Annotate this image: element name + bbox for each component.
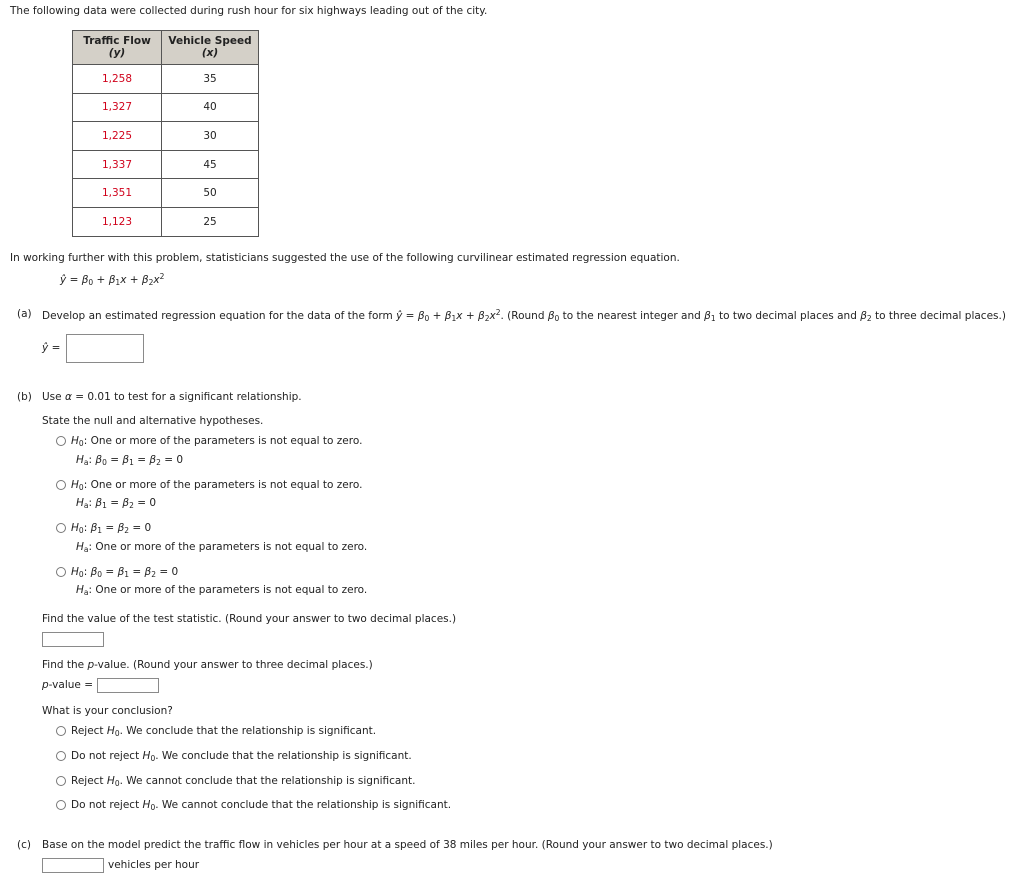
intro-text: The following data were collected during rush hour for six highways leading out of the city. — [10, 5, 488, 17]
regression-equation: ŷ = $\beta_0 + \beta_1x + \beta_2x^2$ — [60, 272, 165, 287]
hypothesis-option-4-ha: $H_a$: One or more of the parameters is not equal to zero. — [76, 584, 368, 597]
alpha-instruction: Use α = 0.01 to test for a significant relationship. — [42, 391, 302, 403]
conclusion-option-3-radio[interactable] — [56, 776, 66, 786]
conclusion-option-2-label: Do not reject $H_0$. We conclude that the relationship is significant. — [71, 750, 412, 763]
part-c-question: Base on the model predict the traffic flow in vehicles per hour at a speed of 38 miles per hour. (Round your answer to two decimal places.) — [42, 839, 773, 851]
yhat-label: ŷ = — [42, 342, 61, 354]
table-row: 1,351 50 — [73, 179, 259, 208]
hypothesis-option-1-ha: $H_a$: $\beta_0 = \beta_1 = \beta_2 = 0$ — [76, 454, 184, 467]
conclusion-prompt: What is your conclusion? — [42, 705, 173, 717]
conclusion-option-4-label: Do not reject $H_0$. We cannot conclude that the relationship is significant. — [71, 799, 452, 812]
table-row: 1,258 35 — [73, 65, 259, 94]
test-statistic-input[interactable] — [42, 632, 104, 647]
part-a-question: Develop an estimated regression equation for the data of the form ŷ = $\beta_0 + \beta_1x + \beta_2x^2$. (Round $\beta_0$ to the nearest integer and $\beta_1$ to two decimal places and $\beta_2$ to three decimal places.) — [42, 308, 1006, 323]
p-value-input[interactable] — [97, 678, 159, 693]
hypothesis-option-2-h0: $H_0$: One or more of the parameters is not equal to zero. — [71, 479, 363, 492]
hypothesis-option-4-h0: $H_0$: $\beta_0 = \beta_1 = \beta_2 = 0$ — [71, 566, 179, 579]
hypothesis-option-1-radio[interactable] — [56, 436, 66, 446]
conclusion-option-1-label: Reject $H_0$. We conclude that the relationship is significant. — [71, 725, 377, 738]
conclusion-option-2-radio[interactable] — [56, 751, 66, 761]
hypothesis-option-3-ha: $H_a$: One or more of the parameters is not equal to zero. — [76, 541, 368, 554]
hypothesis-option-2-ha: $H_a$: $\beta_1 = \beta_2 = 0$ — [76, 497, 157, 510]
part-a-label: (a) — [17, 308, 32, 320]
hypothesis-option-4-radio[interactable] — [56, 567, 66, 577]
traffic-flow-prediction-input[interactable] — [42, 858, 104, 873]
part-b-label: (b) — [17, 391, 32, 403]
table-row: 1,123 25 — [73, 207, 259, 236]
part-c-label: (c) — [17, 839, 31, 851]
hypothesis-option-2-radio[interactable] — [56, 480, 66, 490]
test-statistic-prompt: Find the value of the test statistic. (Round your answer to two decimal places.) — [42, 613, 457, 625]
conclusion-option-3-label: Reject $H_0$. We cannot conclude that the relationship is significant. — [71, 775, 416, 788]
hypothesis-option-3-radio[interactable] — [56, 523, 66, 533]
p-value-prompt: Find the p-value. (Round your answer to three decimal places.) — [42, 659, 373, 671]
header-traffic-flow: Traffic Flow (y) — [73, 31, 162, 65]
data-table — [72, 30, 259, 237]
header-vehicle-speed: Vehicle Speed (x) — [162, 31, 259, 65]
conclusion-option-4-radio[interactable] — [56, 800, 66, 810]
table-row: 1,225 30 — [73, 122, 259, 151]
regression-equation-input[interactable] — [66, 334, 144, 363]
hypothesis-option-1-h0: $H_0$: One or more of the parameters is not equal to zero. — [71, 435, 363, 448]
conclusion-option-1-radio[interactable] — [56, 726, 66, 736]
curvilinear-intro: In working further with this problem, statisticians suggested the use of the following curvilinear estimated regression equation. — [10, 252, 680, 264]
p-value-label: p-value = — [42, 679, 93, 691]
hypothesis-option-3-h0: $H_0$: $\beta_1 = \beta_2 = 0$ — [71, 522, 152, 535]
table-row: 1,337 45 — [73, 150, 259, 179]
hypotheses-prompt: State the null and alternative hypotheses. — [42, 415, 264, 427]
table-row: 1,327 40 — [73, 93, 259, 122]
vehicles-per-hour-unit: vehicles per hour — [108, 859, 200, 871]
